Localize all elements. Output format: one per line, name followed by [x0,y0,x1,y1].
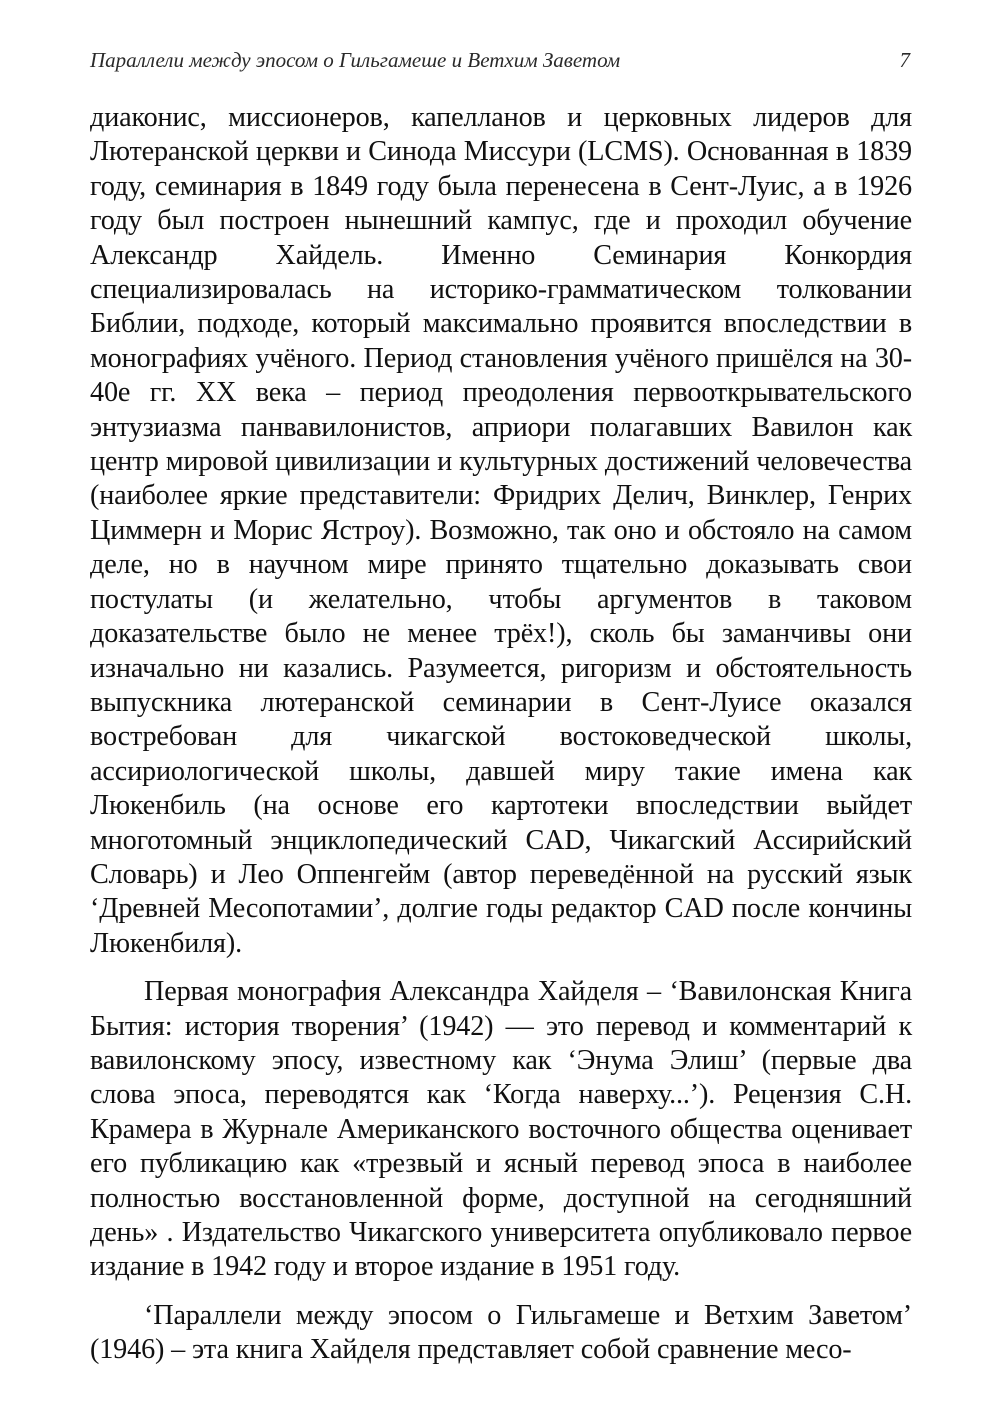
paragraph-continuation: диаконис, миссионеров, капелланов и церковных лидеров для Лютеранской церкви и Синода Миссури (LCMS). Основанная в 1839 году, семинария в 1849 году была перенесена в Сент-Луис, а в 1926 году был построен нынешний кампус, где и проходил обучение Александр Хайдель. Именно Семинария Конкордия специализировалась на историко-грамматическом толковании Библии, подходе, который максимально проявится впоследствии в монографиях учёного. Период становления учёного пришёлся на 30-40е гг. XX века – период преодоления первооткрывательского энтузиазма панвавилонистов, априори полагавших Вавилон как центр мировой цивилизации и культурных достижений человечества (наиболее яркие представители: Фридрих Делич, Винклер, Генрих Циммерн и Морис Ястроу). Возможно, так оно и обстояло на самом деле, но в научном мире принято тщательно доказывать свои постулаты (и желательно, чтобы аргументов в таковом доказательстве было не менее трёх!), сколь бы заманчивы они изначально ни казались. Разумеется, ригоризм и обстоятельность выпускника лютеранской семинарии в Сент-Луисе оказался востребован для чикагской востоковедческой школы, ассириологической школы, давшей миру такие имена как Люкенбиль (на основе его картотеки впоследствии выйдет многотомный энциклопедический CAD, Чикагский Ассирийский Словарь) и Лео Оппенгейм (автор переведённой на русский язык ‘Древней Месопотамии’, долгие годы редактор CAD после кончины Люкенбиля). [90,102,912,959]
paragraph-gilgamesh-parallels: ‘Параллели между эпосом о Гильгамеше и Ветхим Заветом’ (1946) – эта книга Хайделя представляет собой сравнение месо- [90,1299,912,1366]
page-number: 7 [899,48,910,72]
running-header [90,48,912,80]
body-text [90,101,912,1382]
paragraph-first-monograph: Первая монография Александра Хайделя – ‘Вавилонская Книга Бытия: история творения’ (1942) — это перевод и комментарий к вавилонскому эпосу, известному как ‘Энума Элиш’ (первые два слова эпоса, переводятся как ‘Когда наверху...’). Рецензия С.Н. Крамера в Журнале Американского восточного общества оценивает его публикацию как «трезвый и ясный перевод эпоса в наиболее полностью восстановленной форме, доступной на сегодняшний день» . Издательство Чикагского университета опубликовало первое издание в 1942 году и второе издание в 1951 году. [90,976,912,1283]
running-title: Параллели между эпосом о Гильгамеше и Ветхим Заветом [90,48,621,72]
